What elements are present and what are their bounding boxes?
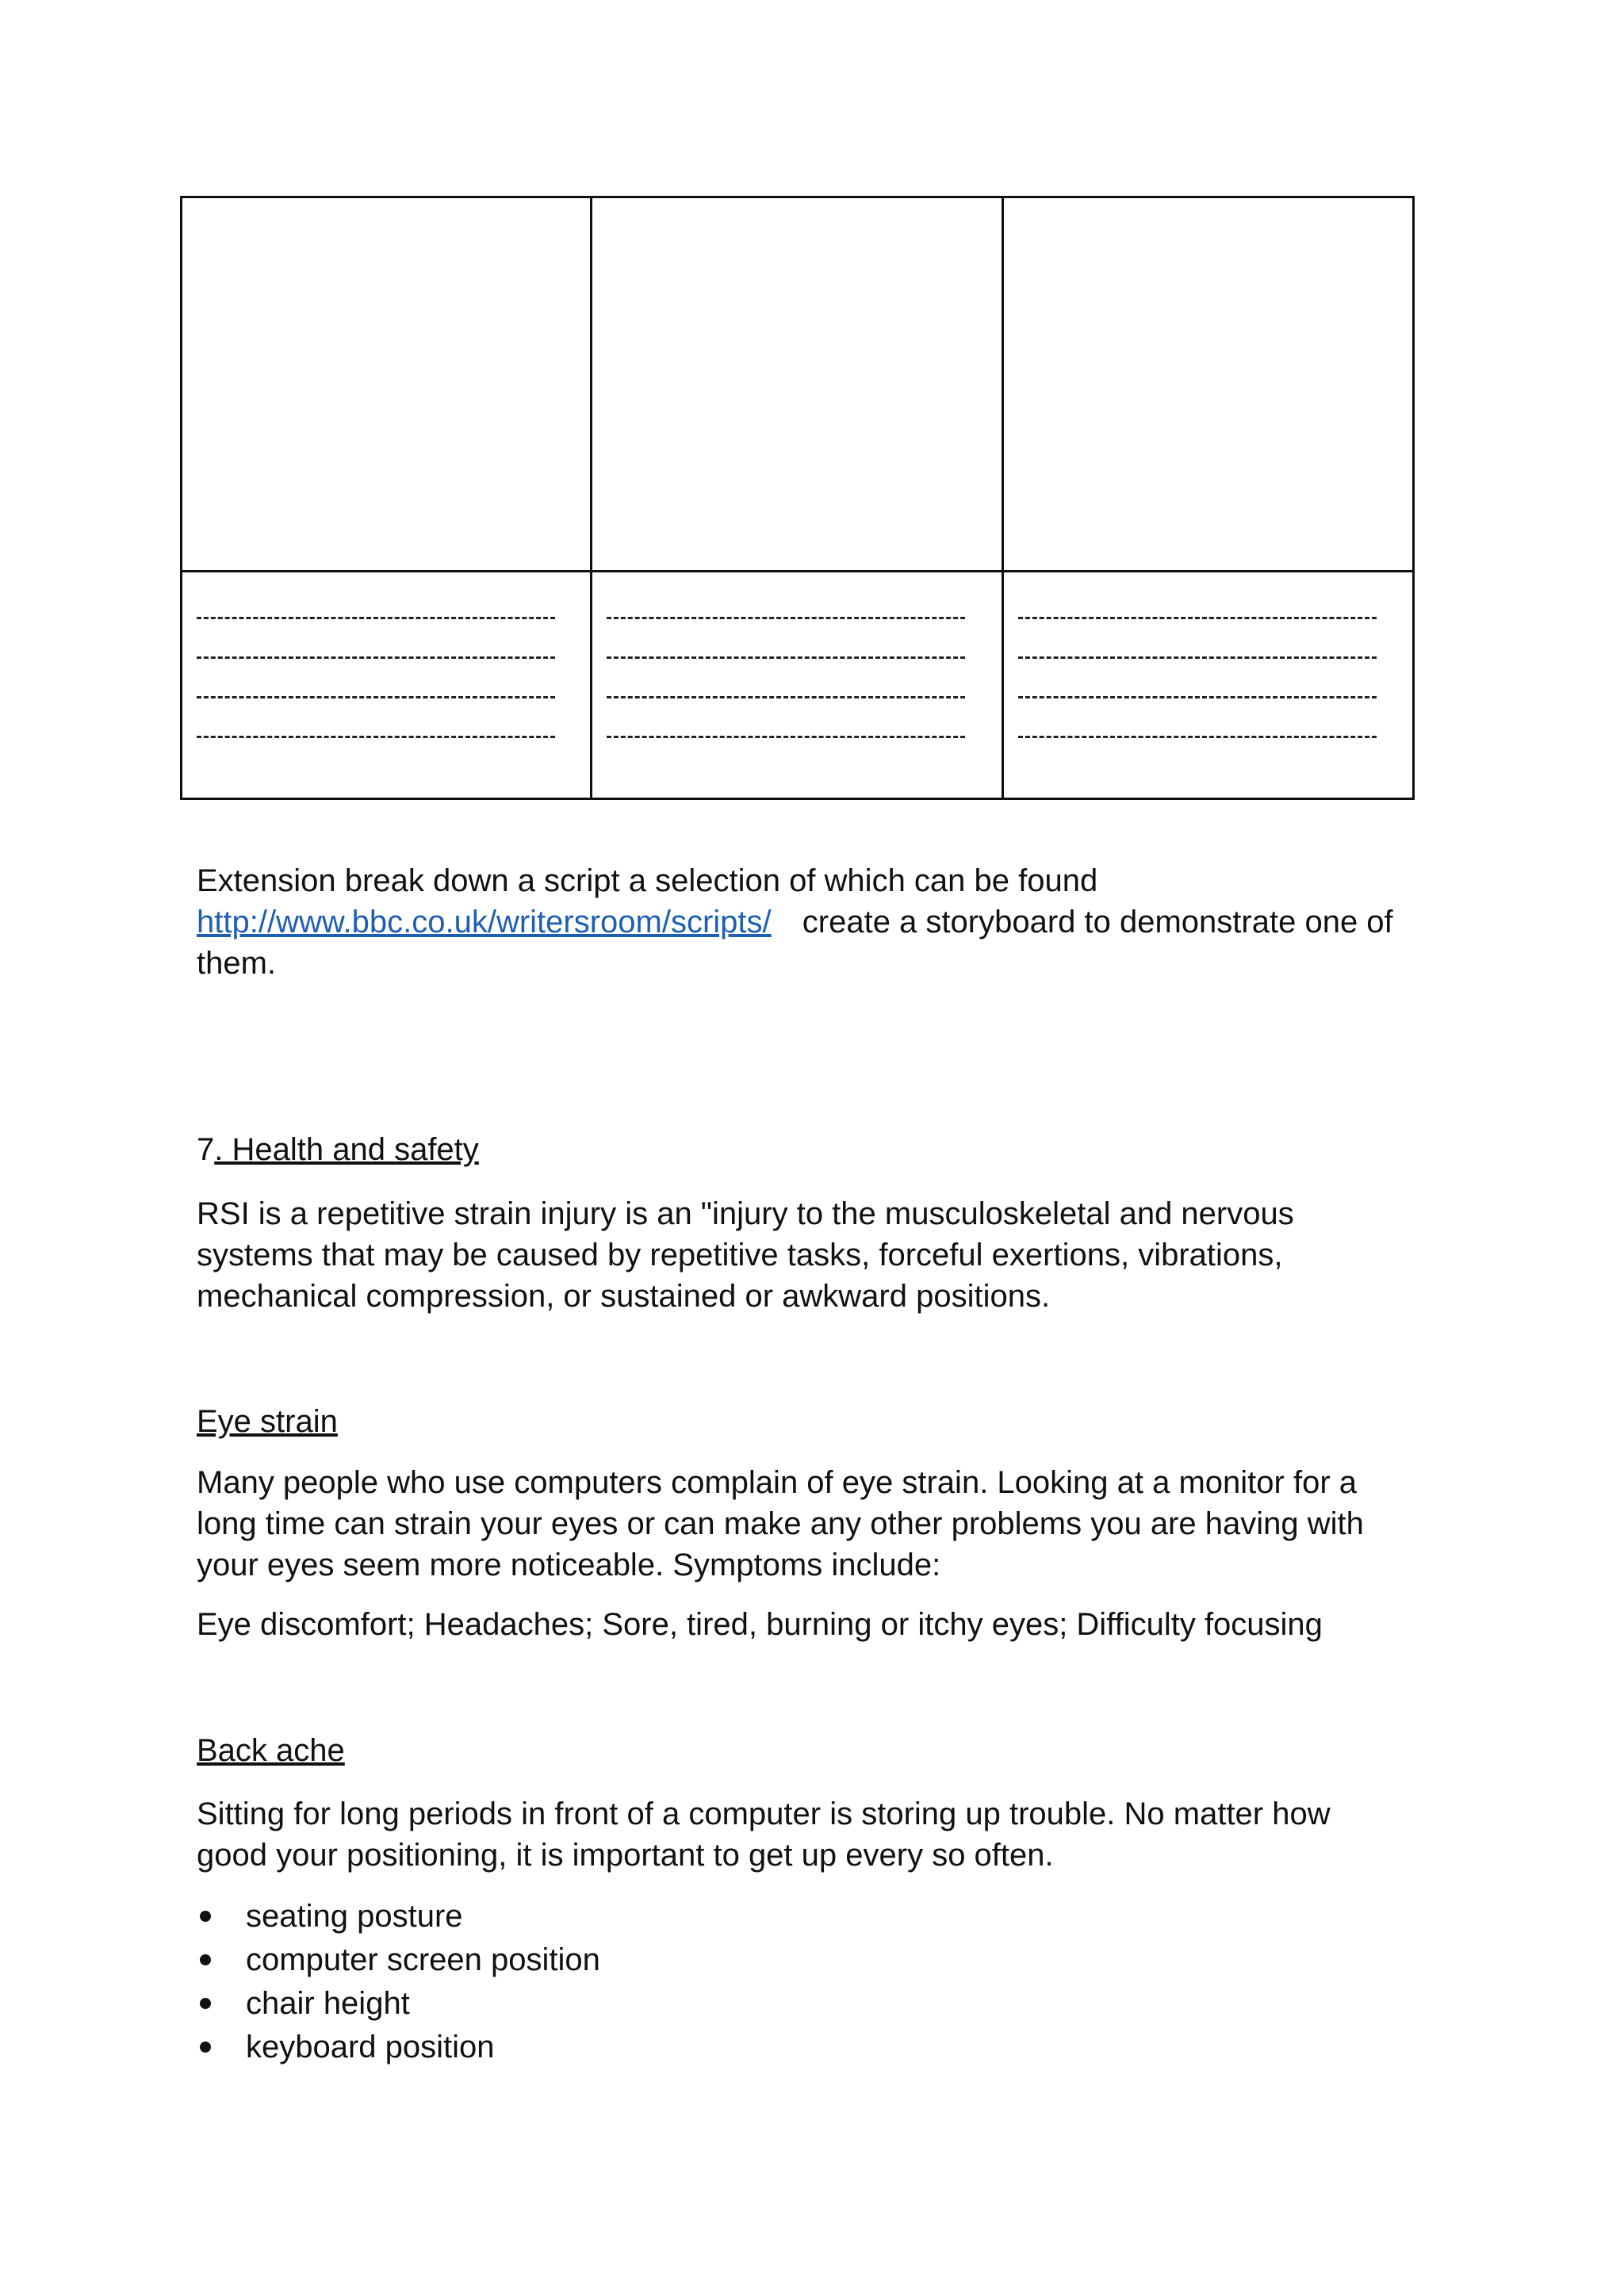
storyboard-frame-1 bbox=[182, 198, 592, 572]
storyboard-table bbox=[180, 196, 1415, 800]
caption-line bbox=[1018, 617, 1377, 622]
extension-line-2-text: create a storyboard to demonstrate one of bbox=[802, 905, 1393, 939]
section-heading-health-safety bbox=[197, 1129, 479, 1170]
caption-lines bbox=[607, 617, 987, 775]
eye-strain-heading: Eye strain bbox=[197, 1404, 338, 1439]
caption-line bbox=[607, 736, 965, 740]
caption-lines bbox=[1018, 617, 1398, 775]
rsi-line-2: systems that may be caused by repetitive tasks, forceful exertions, vibrations, bbox=[197, 1238, 1283, 1272]
caption-line bbox=[607, 696, 965, 701]
eye-strain-symptoms: Eye discomfort; Headaches; Sore, tired, burning or itchy eyes; Difficulty focusing bbox=[197, 1607, 1323, 1642]
eye-strain-line-1: Many people who use computers complain of eye strain. Looking at a monitor for a bbox=[197, 1465, 1358, 1500]
eye-strain-line-3: your eyes seem more noticeable. Symptoms include: bbox=[197, 1548, 941, 1582]
list-item: seating posture bbox=[197, 1895, 600, 1938]
section-title: . Health and safety bbox=[214, 1132, 479, 1167]
extension-line-3: them. bbox=[197, 946, 277, 981]
extension-line-2 bbox=[197, 901, 1393, 943]
caption-line bbox=[197, 736, 555, 740]
caption-line bbox=[1018, 736, 1377, 740]
section-number: 7 bbox=[197, 1132, 215, 1167]
caption-line bbox=[197, 696, 555, 701]
storyboard-caption-2 bbox=[592, 572, 1004, 798]
scripts-link[interactable]: http://www.bbc.co.uk/writersroom/scripts/ bbox=[197, 905, 772, 939]
back-ache-line-2: good your positioning, it is important to get up every so often. bbox=[197, 1838, 1054, 1873]
back-ache-bullet-list bbox=[246, 1895, 600, 2069]
bullet-icon bbox=[200, 1998, 211, 2009]
caption-line bbox=[1018, 656, 1377, 661]
caption-line bbox=[197, 656, 555, 661]
bullet-icon bbox=[200, 1911, 211, 1922]
eye-strain-line-2: long time can strain your eyes or can make any other problems you are having with bbox=[197, 1506, 1364, 1541]
bullet-icon bbox=[200, 2042, 211, 2053]
storyboard-caption-1 bbox=[182, 572, 592, 798]
list-item: chair height bbox=[197, 1982, 600, 2026]
rsi-line-1: RSI is a repetitive strain injury is an "injury to the musculoskeletal and nervous bbox=[197, 1196, 1294, 1231]
back-ache-heading: Back ache bbox=[197, 1733, 345, 1768]
caption-line bbox=[607, 656, 965, 661]
list-item: keyboard position bbox=[197, 2026, 600, 2069]
back-ache-line-1: Sitting for long periods in front of a computer is storing up trouble. No matter how bbox=[197, 1797, 1331, 1831]
caption-lines bbox=[197, 617, 576, 775]
storyboard-frame-3 bbox=[1004, 198, 1412, 572]
storyboard-caption-3 bbox=[1004, 572, 1412, 798]
caption-line bbox=[197, 617, 555, 622]
list-item: computer screen position bbox=[197, 1938, 600, 1982]
rsi-line-3: mechanical compression, or sustained or awkward positions. bbox=[197, 1279, 1051, 1314]
caption-line bbox=[607, 617, 965, 622]
storyboard-frame-2 bbox=[592, 198, 1004, 572]
extension-line-1: Extension break down a script a selection of which can be found bbox=[197, 863, 1098, 898]
bullet-icon bbox=[200, 1954, 211, 1965]
caption-line bbox=[1018, 696, 1377, 701]
